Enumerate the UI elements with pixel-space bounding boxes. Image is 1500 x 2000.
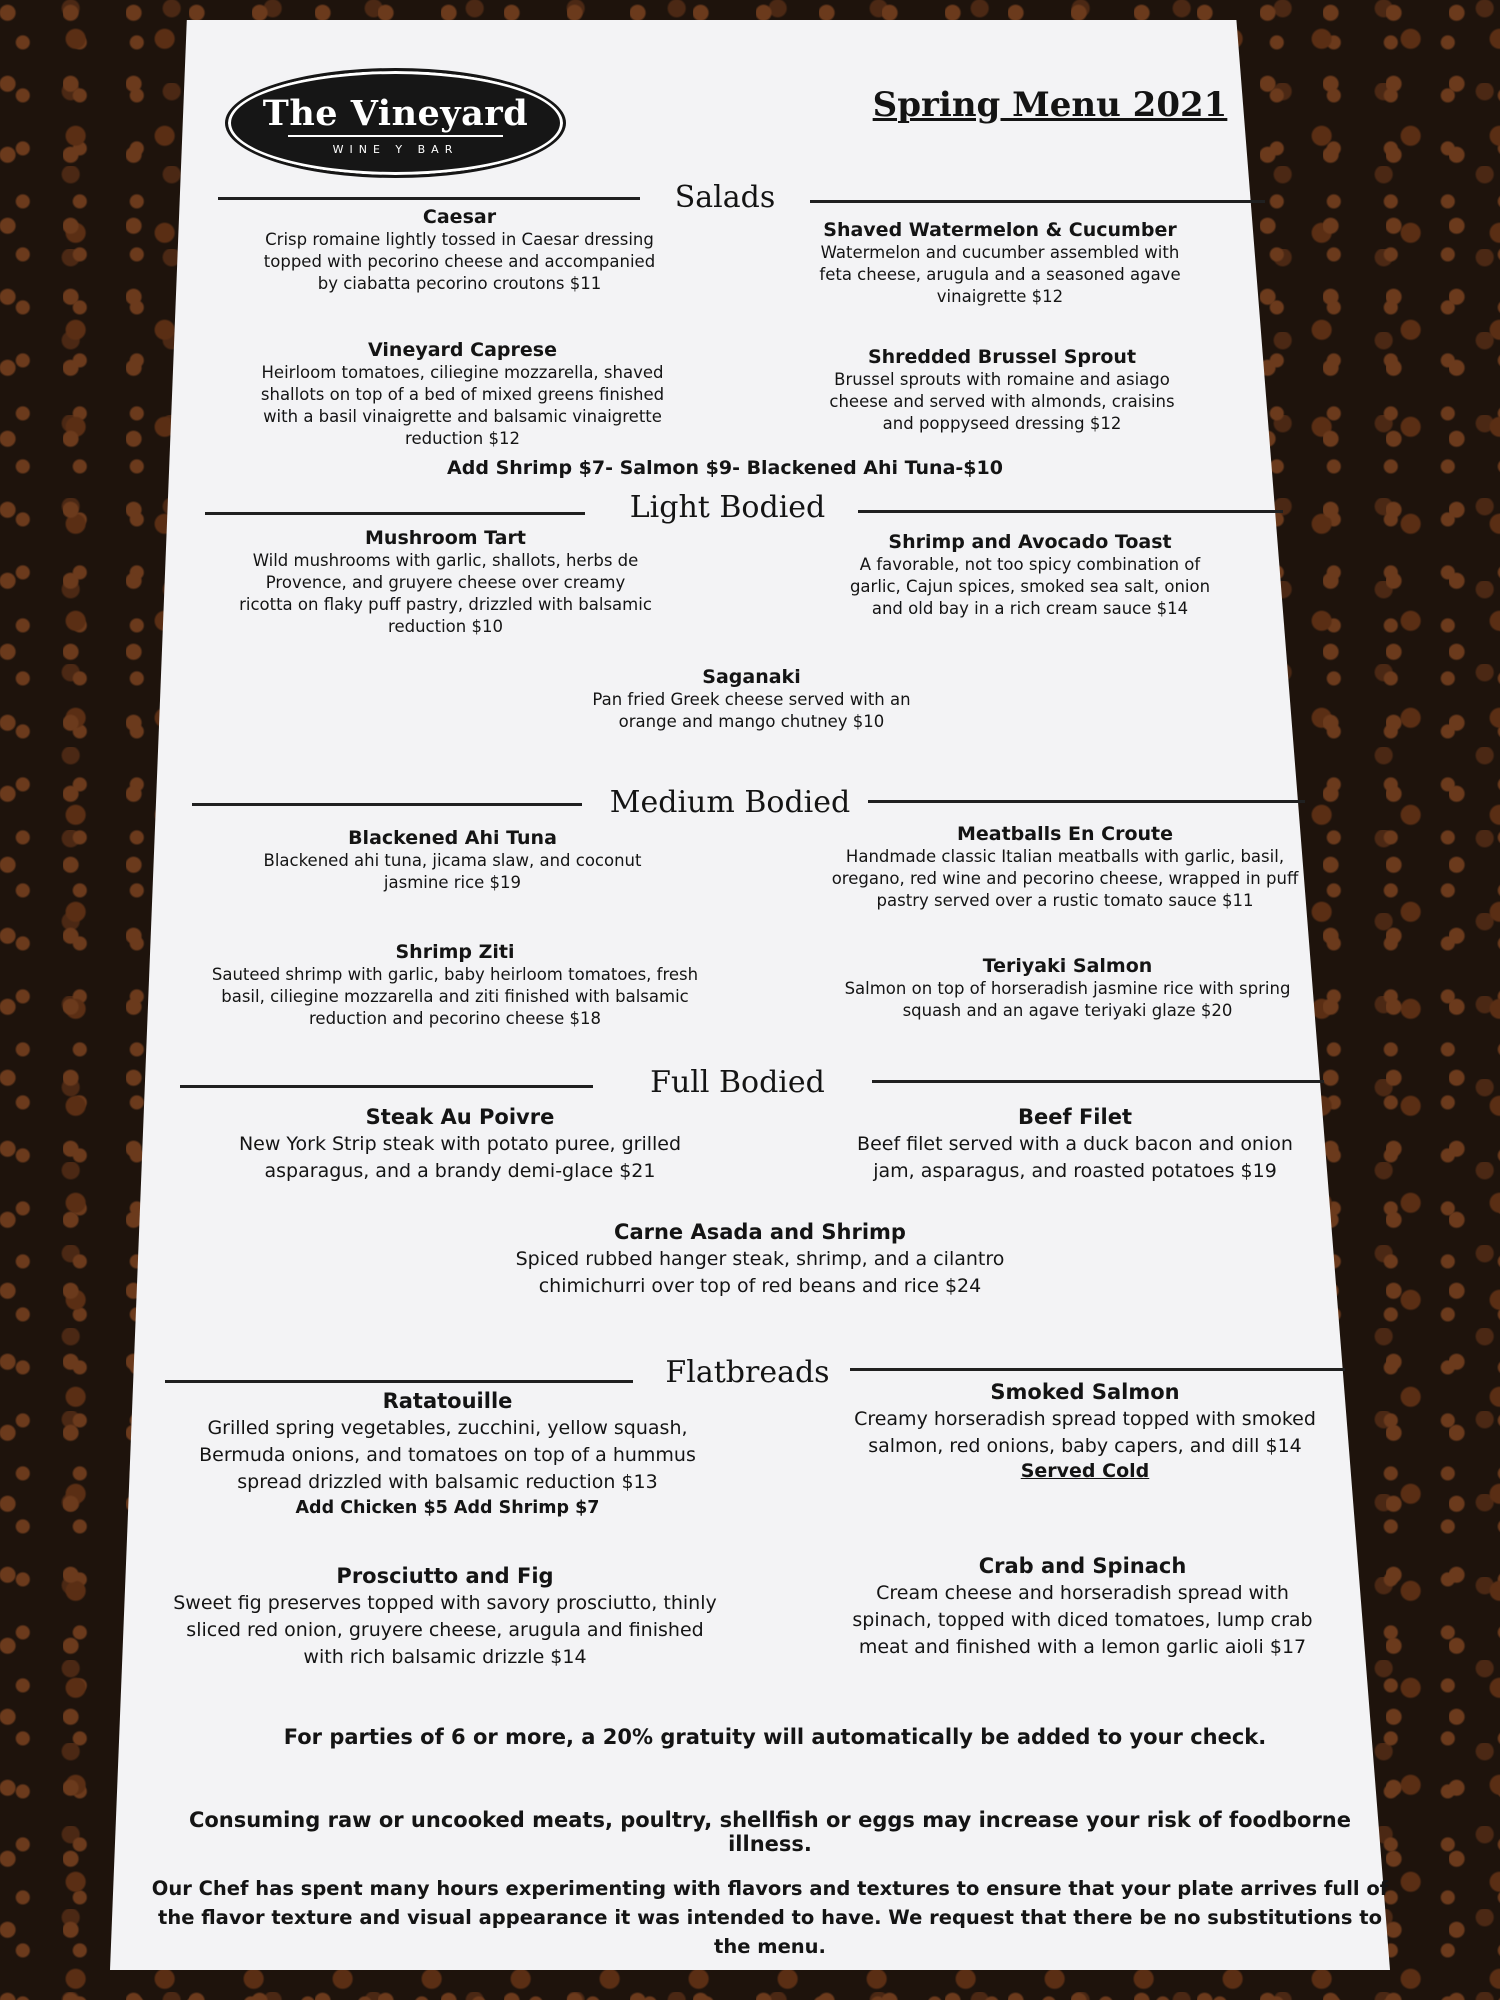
item-description: Spiced rubbed hanger steak, shrimp, and a cilantro chimichurri over top of red beans and rice $24 [515,1248,1005,1297]
menu-item-prosciutto-fig [165,1562,725,1671]
item-name: Teriyaki Salmon [982,955,1153,977]
item-description: Beef filet served with a duck bacon and onion jam, asparagus, and roasted potatoes $19 [857,1133,1293,1182]
salad-addons: Add Shrimp $7- Salmon $9- Blackened Ahi Tuna-$10 [447,457,1003,479]
menu-item-mushroom-tart [238,526,653,638]
section-rule [868,800,1305,803]
vineyard-logo [225,68,566,178]
foodborne-warning: Consuming raw or uncooked meats, poultry, shellfish or eggs may increase your risk of foodborne illness. [188,1808,1352,1856]
menu-item-steak-au-poivre [235,1103,685,1185]
item-description: Watermelon and cucumber assembled with feta cheese, arugula and a seasoned agave vinaigrette $12 [819,243,1181,306]
section-rule [165,1380,633,1383]
menu-item-beef-filet [845,1103,1305,1185]
section-rule [192,803,582,806]
menu-item-crab-spinach [840,1552,1325,1661]
item-description: Salmon on top of horseradish jasmine rice with spring squash and an agave teriyaki glaze $20 [844,979,1291,1020]
item-description: Grilled spring vegetables, zucchini, yellow squash, Bermuda onions, and tomatoes on top of a hummus spread drizzled with balsamic reduction $13 [199,1417,696,1493]
menu-item-caprese [255,338,670,450]
item-name: Prosciutto and Fig [336,1564,554,1588]
item-name: Beef Filet [1018,1105,1132,1129]
section-rule [872,1080,1324,1083]
chef-note: Our Chef has spent many hours experimenting with flavors and textures to ensure that your plate arrives full of the flavor texture and visual appearance it was intended to have. We request that there be no substitutions to the menu. [151,1877,1389,1958]
gratuity-note: For parties of 6 or more, a 20% gratuity will automatically be added to your check. [283,1725,1267,1749]
item-name: Meatballs En Croute [956,823,1174,845]
section-rule [218,197,640,200]
section-heading-medium: Medium Bodied [609,785,851,820]
item-name: Caesar [422,206,497,228]
item-description: Blackened ahi tuna, jicama slaw, and coconut jasmine rice $19 [263,851,642,892]
section-rule [180,1085,593,1088]
section-rule [810,200,1265,203]
item-name: Crab and Spinach [978,1554,1187,1578]
item-name: Smoked Salmon [990,1380,1180,1404]
item-description: Wild mushrooms with garlic, shallots, herbs de Provence, and gruyere cheese over creamy ricotta on flaky puff pastry, drizzled with balsamic reduction $10 [239,551,652,636]
menu-item-carne-asada [510,1218,1010,1300]
item-description: Sweet fig preserves topped with savory prosciutto, thinly sliced red onion, gruyere cheese, arugula and finished with rich balsamic drizzle $14 [173,1592,717,1668]
menu-item-saganaki [585,665,918,733]
item-name: Shredded Brussel Sprout [867,346,1137,368]
logo-divider [288,135,503,137]
item-name: Shrimp Ziti [395,941,515,963]
section-rule [850,1368,1345,1371]
item-addons: Add Chicken $5 Add Shrimp $7 [295,1498,600,1518]
item-description: Brussel sprouts with romaine and asiago cheese and served with almonds, craisins and poppyseed dressing $12 [829,370,1175,433]
item-name: Carne Asada and Shrimp [614,1220,906,1244]
item-name: Saganaki [702,666,801,688]
item-name: Ratatouille [382,1389,513,1413]
item-description: Pan fried Greek cheese served with an orange and mango chutney $10 [592,690,911,731]
item-description: A favorable, not too spicy combination of garlic, Cajun spices, smoked sea salt, onion and old bay in a rich cream sauce $14 [849,555,1211,618]
item-description: New York Strip steak with potato puree, grilled asparagus, and a brandy demi-glace $21 [238,1133,682,1182]
item-description: Heirloom tomatoes, ciliegine mozzarella, shaved shallots on top of a bed of mixed greens finished with a basil vinaigrette and balsamic vinaigrette reduction $12 [260,363,665,448]
item-name: Blackened Ahi Tuna [348,827,557,849]
item-description: Sauteed shrimp with garlic, baby heirloom tomatoes, fresh basil, ciliegine mozzarella and ziti finished with balsamic reduction and pecorino cheese $18 [211,965,699,1028]
menu-item-brussel [812,345,1192,435]
menu-item-ahi-tuna [240,826,665,894]
item-description: Creamy horseradish spread topped with smoked salmon, red onions, baby capers, and dill $14 [854,1408,1316,1457]
served-cold-note: Served Cold [1020,1460,1150,1482]
item-name: Vineyard Caprese [368,339,557,361]
menu-item-shrimp-ziti [210,940,700,1030]
menu-title: Spring Menu 2021 [872,85,1228,125]
section-heading-salads: Salads [674,180,776,215]
section-heading-light: Light Bodied [629,490,826,525]
item-name: Mushroom Tart [365,527,526,549]
menu-item-meatballs [820,822,1310,912]
item-name: Shrimp and Avocado Toast [888,531,1172,553]
section-rule [858,510,1283,513]
menu-item-ratatouille [170,1387,725,1520]
menu-item-teriyaki-salmon [825,954,1310,1022]
section-heading-flatbreads: Flatbreads [665,1355,830,1390]
item-description: Crisp romaine lightly tossed in Caesar dressing topped with pecorino cheese and accompanied by ciabatta pecorino croutons $11 [263,230,656,293]
menu-item-shrimp-avocado [845,530,1215,620]
logo-name: The Vineyard [262,93,529,134]
item-name: Steak Au Poivre [365,1105,555,1129]
item-description: Cream cheese and horseradish spread with spinach, topped with diced tomatoes, lump crab meat and finished with a lemon garlic aioli $17 [852,1582,1313,1658]
item-name: Shaved Watermelon & Cucumber [823,219,1177,241]
menu-item-caesar [262,205,657,295]
logo-subtitle: WINE Y BAR [332,143,459,156]
section-heading-full: Full Bodied [650,1065,825,1100]
menu-item-watermelon [815,218,1185,308]
item-description: Handmade classic Italian meatballs with garlic, basil, oregano, red wine and pecorino cheese, wrapped in puff pastry served over a rustic tomato sauce $11 [831,847,1299,910]
menu-item-smoked-salmon [850,1378,1320,1482]
section-rule [205,512,585,515]
